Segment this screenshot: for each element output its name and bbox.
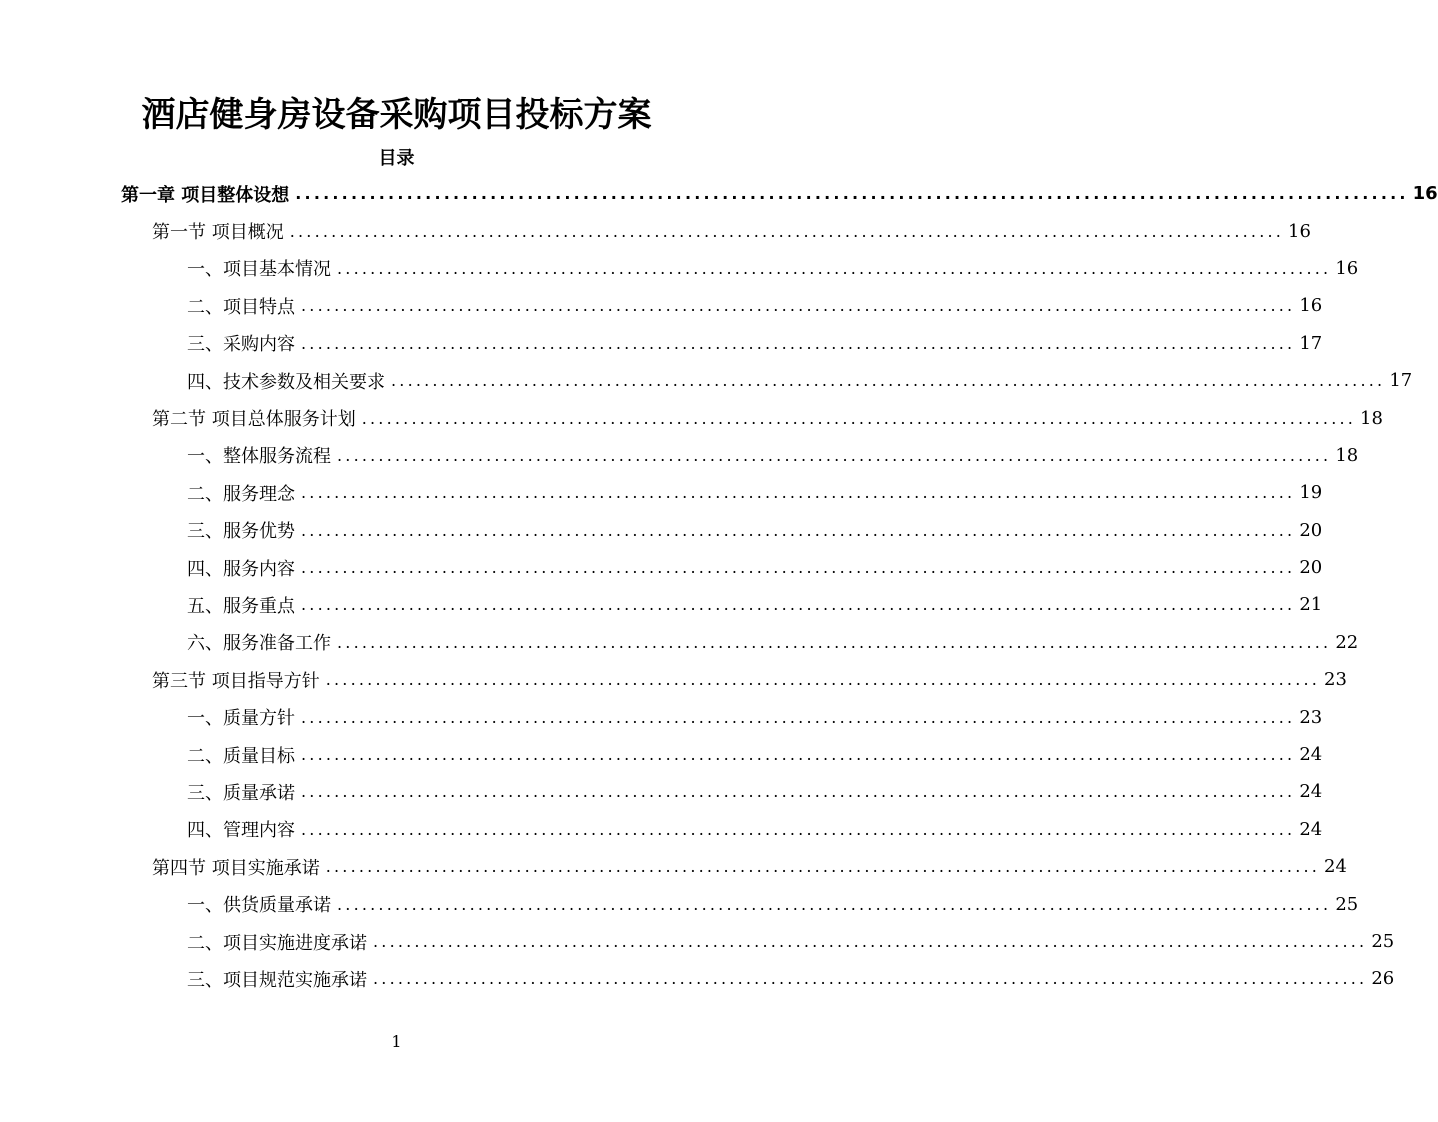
toc-entry[interactable] xyxy=(0,698,1323,735)
toc-entry[interactable] xyxy=(0,512,1323,549)
toc-entry-page: 18 xyxy=(1360,407,1383,429)
toc-dot-leader: ........................................................................................................................ xyxy=(391,371,1386,391)
toc-dot-leader: ........................................................................................................................ xyxy=(301,745,1296,765)
toc-dot-leader: ........................................................................................................................ xyxy=(301,333,1296,353)
toc-dot-leader: ........................................................................................................................ xyxy=(301,520,1296,540)
document-title: 酒店健身房设备采购项目投标方案 xyxy=(141,95,652,135)
toc-entry-label: 四、技术参数及相关要求 xyxy=(187,368,387,394)
toc-dot-leader: ........................................................................................................................ xyxy=(337,894,1332,914)
toc-dot-leader: ........................................................................................................................ xyxy=(289,221,1285,241)
toc-entry-label: 一、整体服务流程 xyxy=(187,442,333,468)
toc-entry-page: 18 xyxy=(1335,444,1359,466)
toc-entry-label: 四、服务内容 xyxy=(187,555,297,581)
toc-entry-label: 一、质量方针 xyxy=(187,704,297,730)
toc-entry-label: 二、服务理念 xyxy=(187,480,297,506)
toc-entry[interactable] xyxy=(0,848,1347,885)
toc-entry-label: 三、项目规范实施承诺 xyxy=(187,966,369,992)
toc-entry[interactable] xyxy=(0,474,1323,511)
toc-dot-leader: ........................................................................................................................ xyxy=(295,184,1409,204)
table-of-contents xyxy=(0,175,1438,998)
page-number: 1 xyxy=(391,1032,402,1051)
toc-entry[interactable] xyxy=(0,399,1383,436)
toc-entry-page: 23 xyxy=(1299,706,1323,728)
toc-entry[interactable] xyxy=(0,437,1359,474)
toc-dot-leader: ........................................................................................................................ xyxy=(373,932,1368,951)
toc-entry-label: 二、项目特点 xyxy=(187,293,297,319)
toc-entry-page: 25 xyxy=(1335,893,1359,915)
toc-dot-leader: ........................................................................................................................ xyxy=(301,595,1296,615)
toc-entry-page: 23 xyxy=(1324,669,1347,691)
toc-heading: 目录 xyxy=(378,148,415,169)
toc-entry-page: 16 xyxy=(1412,183,1438,205)
toc-dot-leader: ........................................................................................................................ xyxy=(337,445,1332,465)
toc-entry-page: 24 xyxy=(1299,781,1323,803)
toc-entry-label: 二、质量目标 xyxy=(187,742,297,768)
toc-entry-label: 三、质量承诺 xyxy=(187,779,297,805)
toc-entry[interactable] xyxy=(0,960,1395,997)
toc-entry-page: 24 xyxy=(1299,744,1323,766)
toc-entry[interactable] xyxy=(0,362,1413,399)
toc-entry-label: 一、供货质量承诺 xyxy=(187,891,333,917)
toc-entry-page: 24 xyxy=(1299,818,1323,840)
toc-entry-label: 第一节 项目概况 xyxy=(152,218,286,244)
toc-entry-label: 一、项目基本情况 xyxy=(187,255,333,281)
toc-dot-leader: ........................................................................................................................ xyxy=(301,782,1296,802)
toc-dot-leader: ........................................................................................................................ xyxy=(301,707,1296,727)
toc-entry-label: 六、服务准备工作 xyxy=(187,629,333,655)
toc-entry-page: 25 xyxy=(1371,931,1395,952)
toc-entry-label: 三、服务优势 xyxy=(187,517,297,543)
toc-entry-page: 17 xyxy=(1299,332,1323,354)
toc-entry-page: 16 xyxy=(1299,295,1323,317)
toc-entry-page: 16 xyxy=(1288,220,1311,242)
toc-entry-page: 24 xyxy=(1324,856,1347,878)
toc-dot-leader: ........................................................................................................................ xyxy=(301,483,1296,503)
toc-entry-page: 16 xyxy=(1335,257,1359,279)
toc-dot-leader: ........................................................................................................................ xyxy=(301,819,1296,839)
toc-entry-page: 20 xyxy=(1299,557,1323,579)
toc-dot-leader: ........................................................................................................................ xyxy=(301,296,1296,316)
toc-entry[interactable] xyxy=(0,736,1323,773)
toc-entry-label: 四、管理内容 xyxy=(187,816,297,842)
toc-dot-leader: ........................................................................................................................ xyxy=(337,258,1332,278)
toc-entry-page: 26 xyxy=(1371,968,1395,990)
toc-entry[interactable] xyxy=(0,325,1323,362)
toc-entry-label: 三、采购内容 xyxy=(187,330,297,356)
toc-entry[interactable] xyxy=(0,661,1347,698)
toc-dot-leader: ........................................................................................................................ xyxy=(361,408,1357,428)
toc-entry[interactable] xyxy=(0,212,1311,249)
toc-entry-label: 五、服务重点 xyxy=(187,592,297,618)
toc-entry-label: 第四节 项目实施承诺 xyxy=(152,854,322,880)
toc-entry-page: 17 xyxy=(1389,370,1413,392)
toc-entry-label: 第一章 项目整体设想 xyxy=(121,181,291,207)
toc-entry[interactable] xyxy=(0,811,1323,848)
toc-dot-leader: ........................................................................................................................ xyxy=(373,969,1368,989)
toc-entry-page: 20 xyxy=(1299,519,1323,541)
toc-entry-label: 第三节 项目指导方针 xyxy=(152,667,322,693)
toc-dot-leader: ........................................................................................................................ xyxy=(325,857,1321,877)
toc-entry[interactable] xyxy=(0,586,1323,623)
toc-entry[interactable] xyxy=(0,287,1323,324)
toc-entry-label: 二、项目实施进度承诺 xyxy=(187,929,369,955)
toc-dot-leader: ........................................................................................................................ xyxy=(325,670,1321,690)
toc-entry-page: 21 xyxy=(1299,594,1323,616)
toc-entry-page: 22 xyxy=(1335,631,1359,653)
toc-entry[interactable] xyxy=(0,250,1359,287)
toc-entry-label: 第二节 项目总体服务计划 xyxy=(152,405,358,431)
toc-entry[interactable] xyxy=(0,624,1359,661)
toc-dot-leader: ........................................................................................................................ xyxy=(337,632,1332,652)
toc-entry[interactable] xyxy=(0,175,1438,212)
toc-entry[interactable] xyxy=(0,773,1323,810)
toc-entry[interactable] xyxy=(0,549,1323,586)
toc-entry-page: 19 xyxy=(1299,482,1323,504)
toc-entry[interactable] xyxy=(0,923,1395,960)
toc-dot-leader: ........................................................................................................................ xyxy=(301,558,1296,578)
toc-entry[interactable] xyxy=(0,885,1359,922)
